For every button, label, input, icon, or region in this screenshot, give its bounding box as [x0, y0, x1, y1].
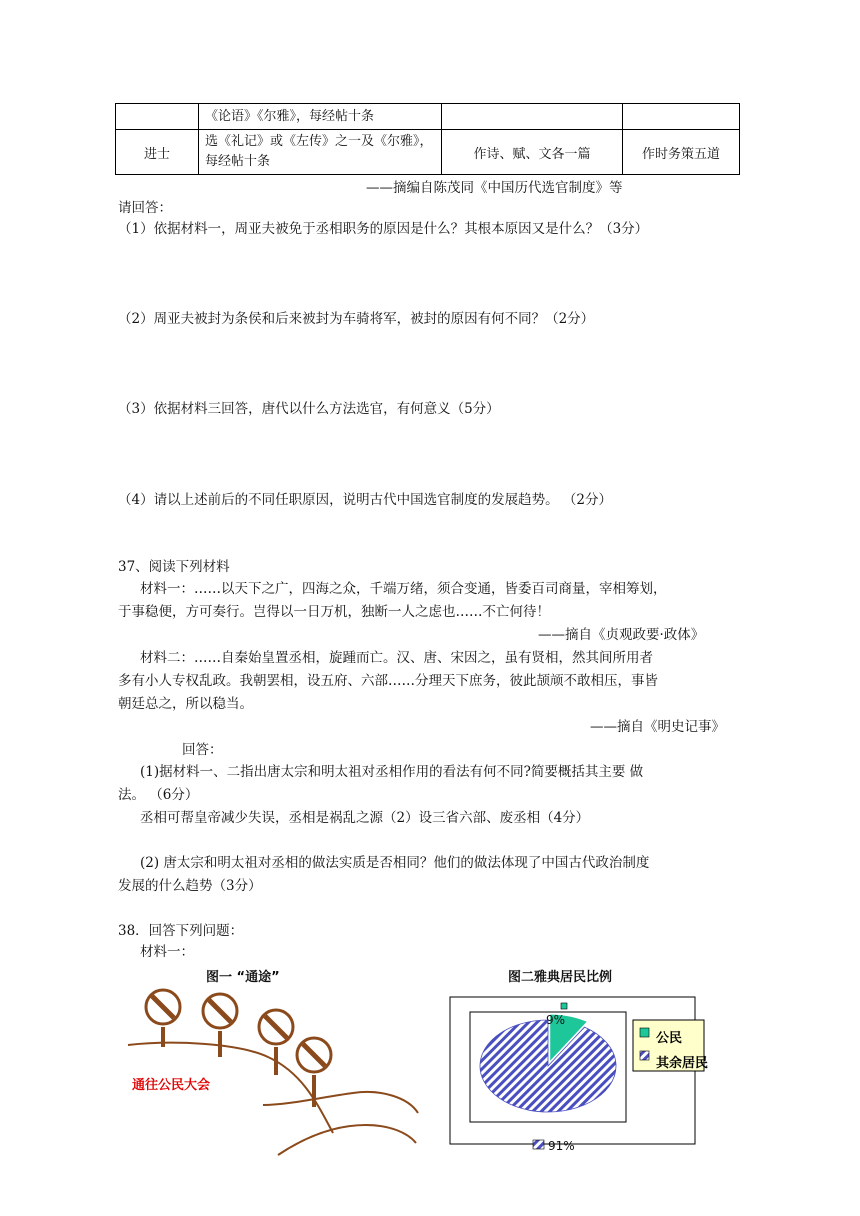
- assembly-road-label: 通往公民大会: [132, 1078, 211, 1093]
- answer-label: 回答：: [182, 742, 223, 758]
- material-1-line: 于事稳便，方可奏行。岂得以一日万机，独断一人之虑也……不亡何待！: [118, 604, 550, 620]
- data-label-others: 91%: [548, 1139, 575, 1153]
- pie-chart: [440, 990, 730, 1160]
- legend-label-others: 其余居民: [656, 1056, 709, 1071]
- question-3: （3）依据材料三回答，唐代以什么方法选官，有何意义（5分）: [118, 401, 500, 417]
- figure-2-title: 图二雅典居民比例: [508, 970, 613, 985]
- table-cell: 作时务策五道: [623, 130, 740, 175]
- q37-question-2: (2) 唐太宗和明太祖对丞相的做法实质是否相同？他们的做法体现了中国古代政治制度: [140, 855, 650, 871]
- q38-material: 材料一：: [140, 944, 194, 960]
- q37-question-1: (1)据材料一、二指出唐太宗和明太祖对丞相作用的看法有何不同?简要概括其主要 做: [140, 764, 644, 780]
- question-2: （2）周亚夫被封为条侯和后来被封为车骑将军，被封的原因有何不同？（2分）: [118, 311, 595, 327]
- citizen-slice-marker: [561, 1003, 567, 1009]
- pie-slice-others: [480, 1020, 616, 1112]
- q37-title: 37、阅读下列材料: [118, 559, 230, 575]
- question-1: （1）依据材料一，周亚夫被免于丞相职务的原因是什么？其根本原因又是什么？（3分）: [118, 221, 649, 237]
- road-curve-icon: [263, 1092, 418, 1113]
- cell-line: 选《礼记》或《左传》之一及《尔雅》，: [205, 134, 433, 149]
- no-entry-sign-icon: [146, 990, 180, 1047]
- figure-1-title: 图一 “通途”: [206, 970, 280, 985]
- material-2-source: ——摘自《明史记事》: [590, 719, 725, 735]
- table-cell: [116, 104, 199, 130]
- road-lower-curve-icon: [278, 1125, 416, 1155]
- q38-title: 38．回答下列问题：: [118, 923, 244, 939]
- table-cell: 作诗、赋、文各一篇: [442, 130, 623, 175]
- q37-answer: 丞相可帮皇帝减少失误，丞相是祸乱之源（2）设三省六部、废丞相（4分）: [140, 810, 590, 826]
- table-row: [116, 104, 740, 130]
- legend-swatch-others: [640, 1051, 649, 1060]
- table-cell-jinshi: 进士: [116, 130, 199, 175]
- material-1-line: 材料一：……以天下之广，四海之众，千端万绪，须合变通，皆委百司商量，宰相筹划，: [140, 581, 667, 597]
- table-cell: 《论语》《尔雅》，每经帖十条: [199, 104, 442, 130]
- q37-question-2: 发展的什么趋势（3分）: [118, 878, 262, 894]
- material-2-line: 材料二：……自秦始皇置丞相，旋踵而亡。汉、唐、宋因之，虽有贤相，然其间所用者: [140, 650, 653, 666]
- no-entry-sign-icon: [259, 1010, 293, 1075]
- material-1-source: ——摘自《贞观政要·政体》: [538, 627, 705, 643]
- source-citation: ——摘编自陈茂同《中国历代选官制度》等: [366, 180, 623, 196]
- table-cell: [199, 130, 442, 175]
- material-2-line: 多有小人专权乱政。我朝罢相，设五府、六部……分理天下庶务，彼此颉颃不敢相压，事皆: [118, 673, 658, 689]
- material-2-line: 朝廷总之，所以稳当。: [118, 696, 253, 712]
- legend-swatch-citizens: [640, 1028, 649, 1037]
- legend-label-citizens: 公民: [656, 1031, 683, 1046]
- data-label-citizens: 9%: [546, 1013, 566, 1027]
- cell-line: 每经帖十条: [205, 154, 271, 169]
- others-legend-swatch-bottom: [533, 1140, 544, 1149]
- selection-table: [115, 103, 740, 175]
- answer-prompt: 请回答：: [118, 200, 172, 216]
- question-4: （4）请以上述前后的不同任职原因，说明古代中国选官制度的发展趋势。 （2分）: [118, 492, 612, 508]
- q37-question-1: 法。 （6分）: [118, 787, 199, 803]
- table-cell: [442, 104, 623, 130]
- table-row: [116, 130, 740, 175]
- table-cell: [623, 104, 740, 130]
